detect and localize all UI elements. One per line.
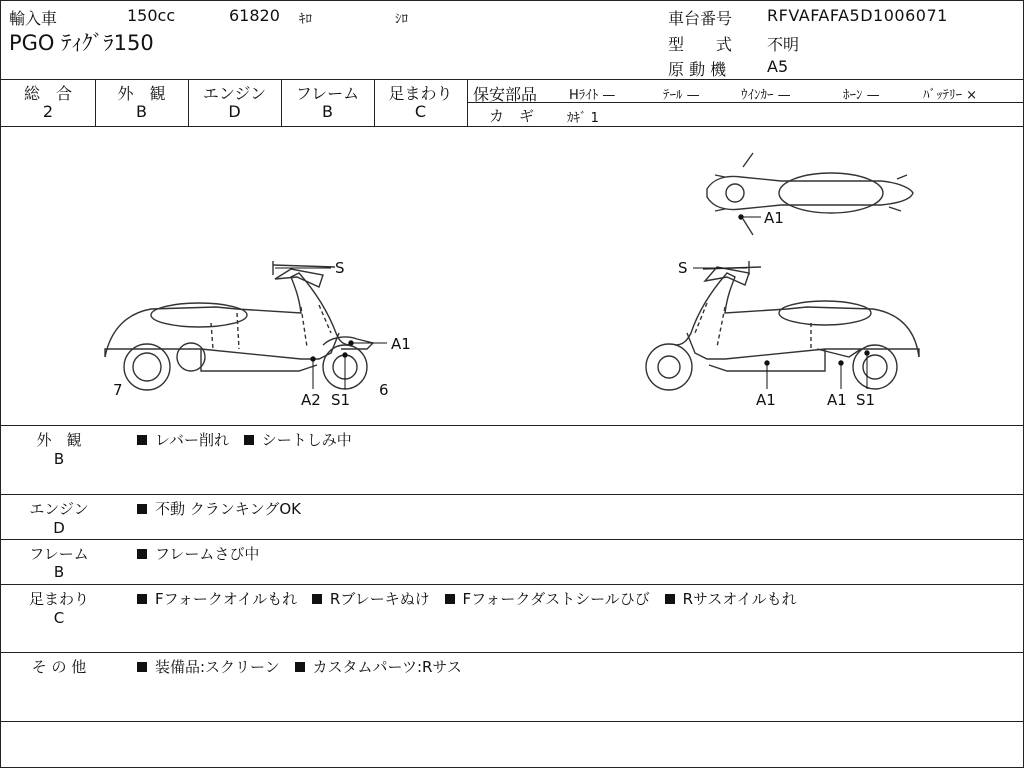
remark-exterior-label: 外 観 [36,431,82,449]
mark-left-a2: A2 [301,391,321,409]
mark-right-a1b: A1 [827,391,847,409]
grade-exterior-value: B [136,102,147,121]
scooter-left-view [105,261,373,390]
mark-left-s: S [335,259,345,277]
safety-battery: ﾊﾞｯﾃﾘｰ × [923,88,978,103]
mileage: 61820 [229,6,280,25]
safety-label: 保安部品 [473,85,538,104]
mark-right-a1: A1 [756,391,776,409]
mark-right-s: S [678,259,688,277]
remark-engine-grade: D [53,519,65,537]
grade-suspension-label: 足まわり [388,84,453,103]
remark-engine-label: エンジン [29,500,89,518]
vehicle-category: 輸入車 [9,9,58,28]
grade-exterior-label: 外 観 [117,84,166,103]
grade-overall-label: 総 合 [23,84,72,103]
mileage-unit: ｷﾛ [299,12,312,27]
engine-label: 原 動 機 [668,60,727,79]
mark-left-a1: A1 [391,335,411,353]
grade-frame-value: B [322,102,333,121]
type-label: 型 式 [668,35,733,54]
remark-suspension-label: 足まわり [28,590,89,608]
grade-frame-label: フレーム [295,84,360,103]
remark-frame-label: フレーム [29,545,89,563]
scooter-top-view [707,153,913,235]
safety-winker: ｳｲﾝｶｰ — [741,88,791,103]
engine-value: A5 [767,57,789,76]
divider [1,79,1023,80]
remark-suspension-grade: C [53,609,65,627]
vehicle-color: ｼﾛ [395,12,408,27]
remark-other-items: 装備品:スクリーン カスタムパーツ:Rサス [137,656,472,677]
remark-suspension-items: Fフォークオイルもれ Rブレーキぬけ Fフォークダストシールひび Rサスオイルもれ [137,588,807,609]
model-name: PGO ﾃｨｸﾞﾗ150 [9,31,154,55]
mark-left-6: 6 [379,381,389,399]
mark-top-a1: A1 [764,209,784,227]
remark-other-label: そ の 他 [31,658,87,676]
damage-diagram [1,127,1023,425]
remark-exterior-grade: B [53,450,65,468]
grade-overall-value: 2 [42,102,54,121]
frame-no-label: 車台番号 [668,9,733,28]
grade-engine-label: エンジン [202,84,267,103]
mark-left-7: 7 [113,381,123,399]
safety-taillight: ﾃｰﾙ — [663,88,700,103]
type-value: 不明 [767,35,800,54]
remark-exterior-items: レバー削れ シートしみ中 [137,429,362,450]
safety-headlight: Hﾗｲﾄ — [569,88,616,103]
remark-engine-items: 不動 クランキングOK [137,498,311,519]
scooter-right-view [646,261,919,390]
mark-left-s1: S1 [331,391,351,409]
remark-frame-grade: B [53,563,65,581]
key-label: カ ギ [489,107,535,125]
key-value: ｶｷﾞ 1 [567,111,599,126]
mark-right-s1: S1 [856,391,876,409]
grade-suspension-value: C [414,102,427,121]
safety-horn: ﾎｰﾝ — [843,88,880,103]
frame-no: RFVAFAFA5D1006071 [767,6,948,25]
remark-frame-items: フレームさび中 [137,543,269,564]
displacement: 150cc [127,6,176,25]
grade-engine-value: D [228,102,241,121]
